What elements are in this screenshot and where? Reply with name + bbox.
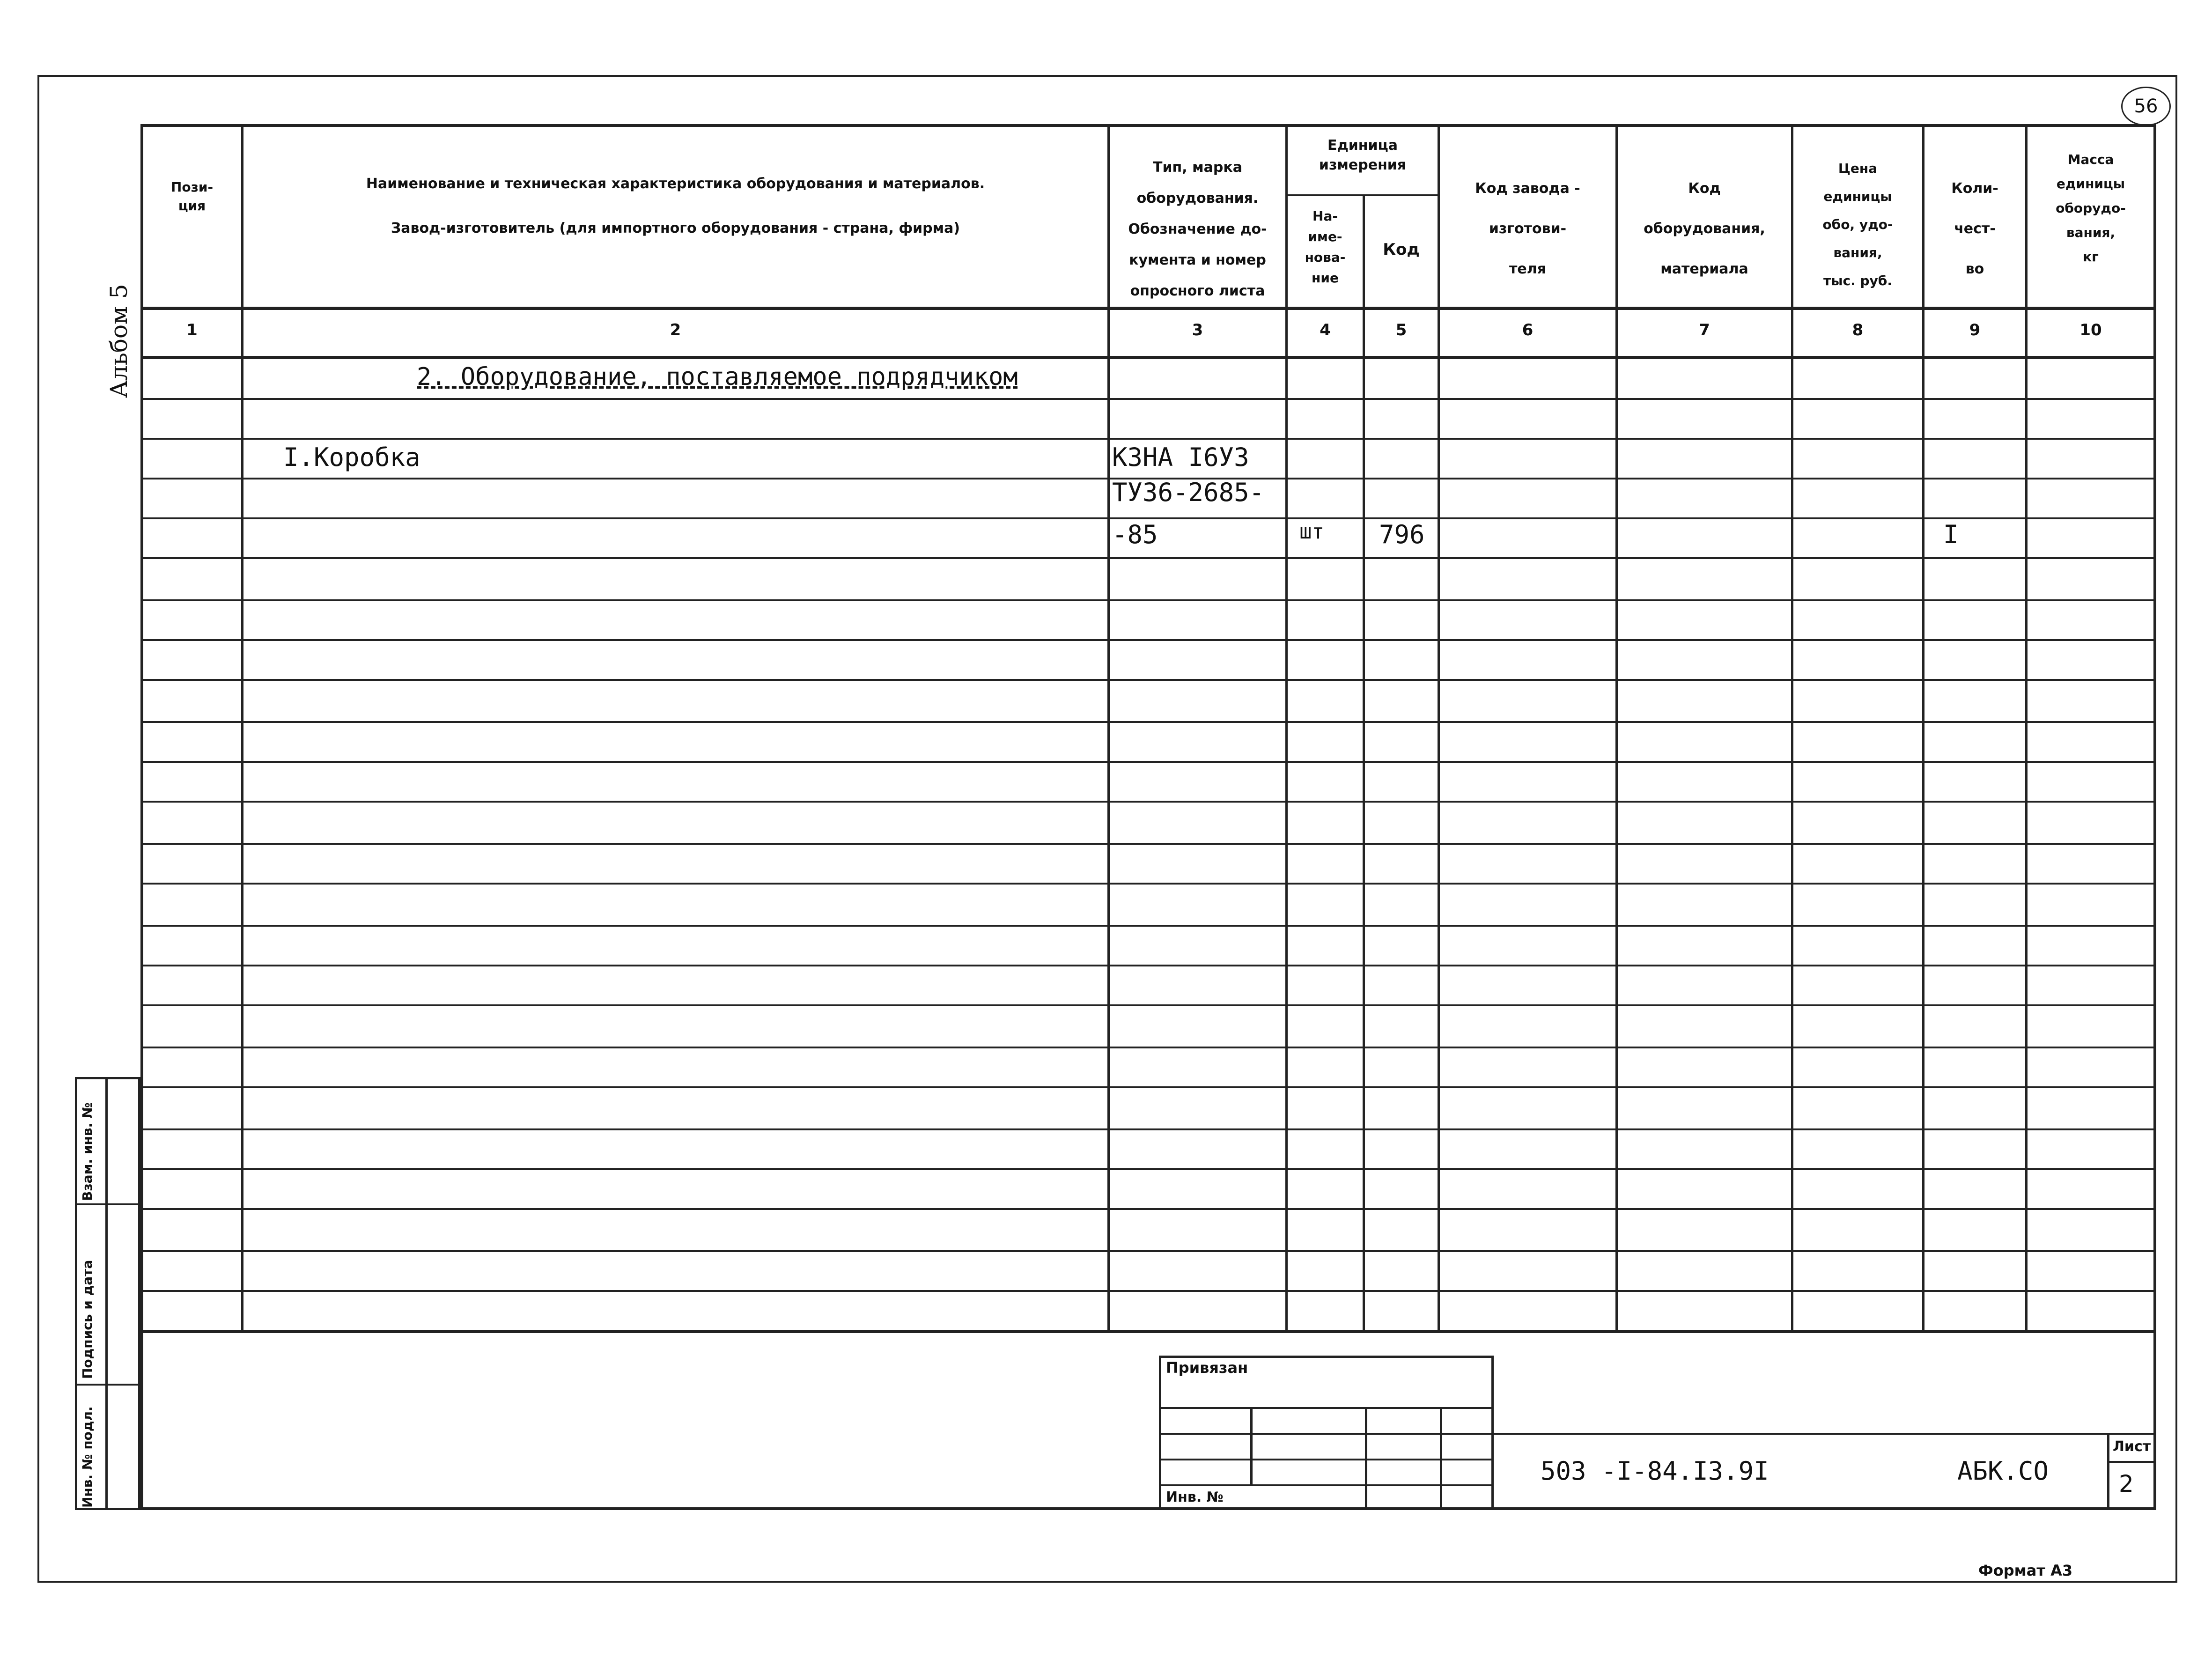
vzam-label (80, 1102, 95, 1201)
inv-podl-label (80, 1406, 95, 1508)
page-number-badge (2121, 87, 2171, 126)
stamp-top-line (1494, 1433, 2156, 1435)
row-line (140, 438, 2156, 440)
album-text: Альбом 5 (105, 284, 133, 398)
col-line-8 (1922, 124, 1924, 1330)
header-col7: Код оборудования, материала (1644, 180, 1765, 277)
approval-divider (75, 1384, 140, 1386)
inv-no-label: Инв. № (1166, 1489, 1224, 1505)
header-col3: Тип, марка оборудования. Обозначение до- кумента и номер опросного листа (1128, 159, 1267, 299)
header-col4: На- име- нова- ние (1305, 208, 1346, 286)
quantity: I (1943, 520, 1959, 549)
row-line (140, 721, 2156, 723)
col-line-5 (1438, 124, 1440, 1330)
linked-line (1159, 1407, 1494, 1409)
linked-line (1159, 1433, 1494, 1435)
col-line-3 (1285, 124, 1288, 1330)
item-doc-line1: ТУ36-2685- (1112, 478, 1265, 507)
row-line (140, 801, 2156, 803)
row-line (140, 599, 2156, 601)
row-line (140, 1250, 2156, 1252)
row-line (140, 965, 2156, 966)
header-col8: Цена единицы обо, удо- вания, тыс. руб. (1822, 161, 1893, 288)
unit-name: шт (1299, 520, 1324, 544)
col-line-6 (1615, 124, 1618, 1330)
inv-podl-text: Инв. № подл. (80, 1406, 95, 1508)
sheet-label: Лист (2113, 1438, 2151, 1455)
column-number: 2 (670, 321, 681, 339)
col-line-7 (1791, 124, 1793, 1330)
column-number: 1 (186, 321, 198, 339)
column-number: 8 (1852, 321, 1864, 339)
col-line-9 (2025, 124, 2028, 1330)
row-line (140, 925, 2156, 927)
linked-vline (1250, 1407, 1253, 1484)
header-col9: Коли- чест- во (1951, 180, 1998, 277)
linked-vline (1365, 1407, 1367, 1510)
header-col45-group: Единица измерения (1319, 137, 1407, 173)
header-col1: Пози- ция (170, 179, 214, 214)
row-line (140, 1047, 2156, 1048)
row-line (140, 1290, 2156, 1292)
row-line (140, 517, 2156, 519)
header-col6: Код завода - изготови- теля (1475, 180, 1580, 277)
album-label (105, 284, 133, 398)
item-type: КЗНА I6УЗ (1112, 442, 1249, 472)
linked-line (1159, 1459, 1494, 1460)
row-line (140, 679, 2156, 681)
column-number: 9 (1969, 321, 1981, 339)
row-line (140, 1168, 2156, 1170)
doc-code: 503 -I-84.I3.9I (1541, 1456, 1769, 1486)
column-number: 7 (1699, 321, 1710, 339)
header-col10: Масса единицы оборудо- вания, кг (2056, 152, 2126, 265)
podpis-label (80, 1260, 95, 1379)
row-line (140, 761, 2156, 763)
numbers-bottom-line (140, 356, 2156, 359)
podpis-text: Подпись и дата (80, 1260, 95, 1379)
header-bottom-line (140, 307, 2156, 310)
approval-inner-line (105, 1077, 108, 1510)
linked-line (1159, 1484, 1494, 1486)
sheet-cell-line (2107, 1433, 2109, 1510)
row-line (140, 843, 2156, 845)
item-doc-line2: -85 (1112, 520, 1158, 549)
row-line (140, 639, 2156, 641)
header-col2-line1: Наименование и техническая характеристика оборудования и материалов. (366, 176, 985, 192)
header-col5: Код (1383, 240, 1420, 259)
sheet-cell-divider (2107, 1461, 2156, 1463)
column-number: 6 (1522, 321, 1534, 339)
format-label: Формат А3 (1978, 1562, 2073, 1579)
approval-divider (75, 1203, 140, 1205)
column-number: 4 (1320, 321, 1331, 339)
row-line (140, 883, 2156, 885)
row-line (140, 1004, 2156, 1006)
page-number: 56 (2134, 96, 2158, 117)
row-line (140, 1128, 2156, 1130)
section-title: 2. Оборудование, поставляемое подрядчиком (417, 363, 1018, 391)
column-number: 3 (1192, 321, 1203, 339)
row-line (140, 557, 2156, 559)
linked-label: Привязан (1166, 1359, 1248, 1377)
unit-group-line (1285, 194, 1438, 196)
row-line (140, 1086, 2156, 1088)
unit-code: 796 (1379, 520, 1425, 549)
table-bottom-line (140, 1330, 2156, 1333)
row-line (140, 1208, 2156, 1210)
doc-mark: АБК.СО (1957, 1456, 2049, 1486)
header-col2-line2: Завод-изготовитель (для импортного оборудования - страна, фирма) (391, 220, 960, 236)
column-number: 10 (2079, 321, 2102, 339)
vzam-text: Взам. инв. № (80, 1102, 95, 1201)
linked-vline (1440, 1407, 1442, 1510)
item-name: I.Коробка (283, 442, 420, 472)
column-number: 5 (1395, 321, 1407, 339)
row-line (140, 398, 2156, 400)
sheet-value: 2 (2119, 1470, 2134, 1497)
col-line-1 (241, 124, 243, 1330)
